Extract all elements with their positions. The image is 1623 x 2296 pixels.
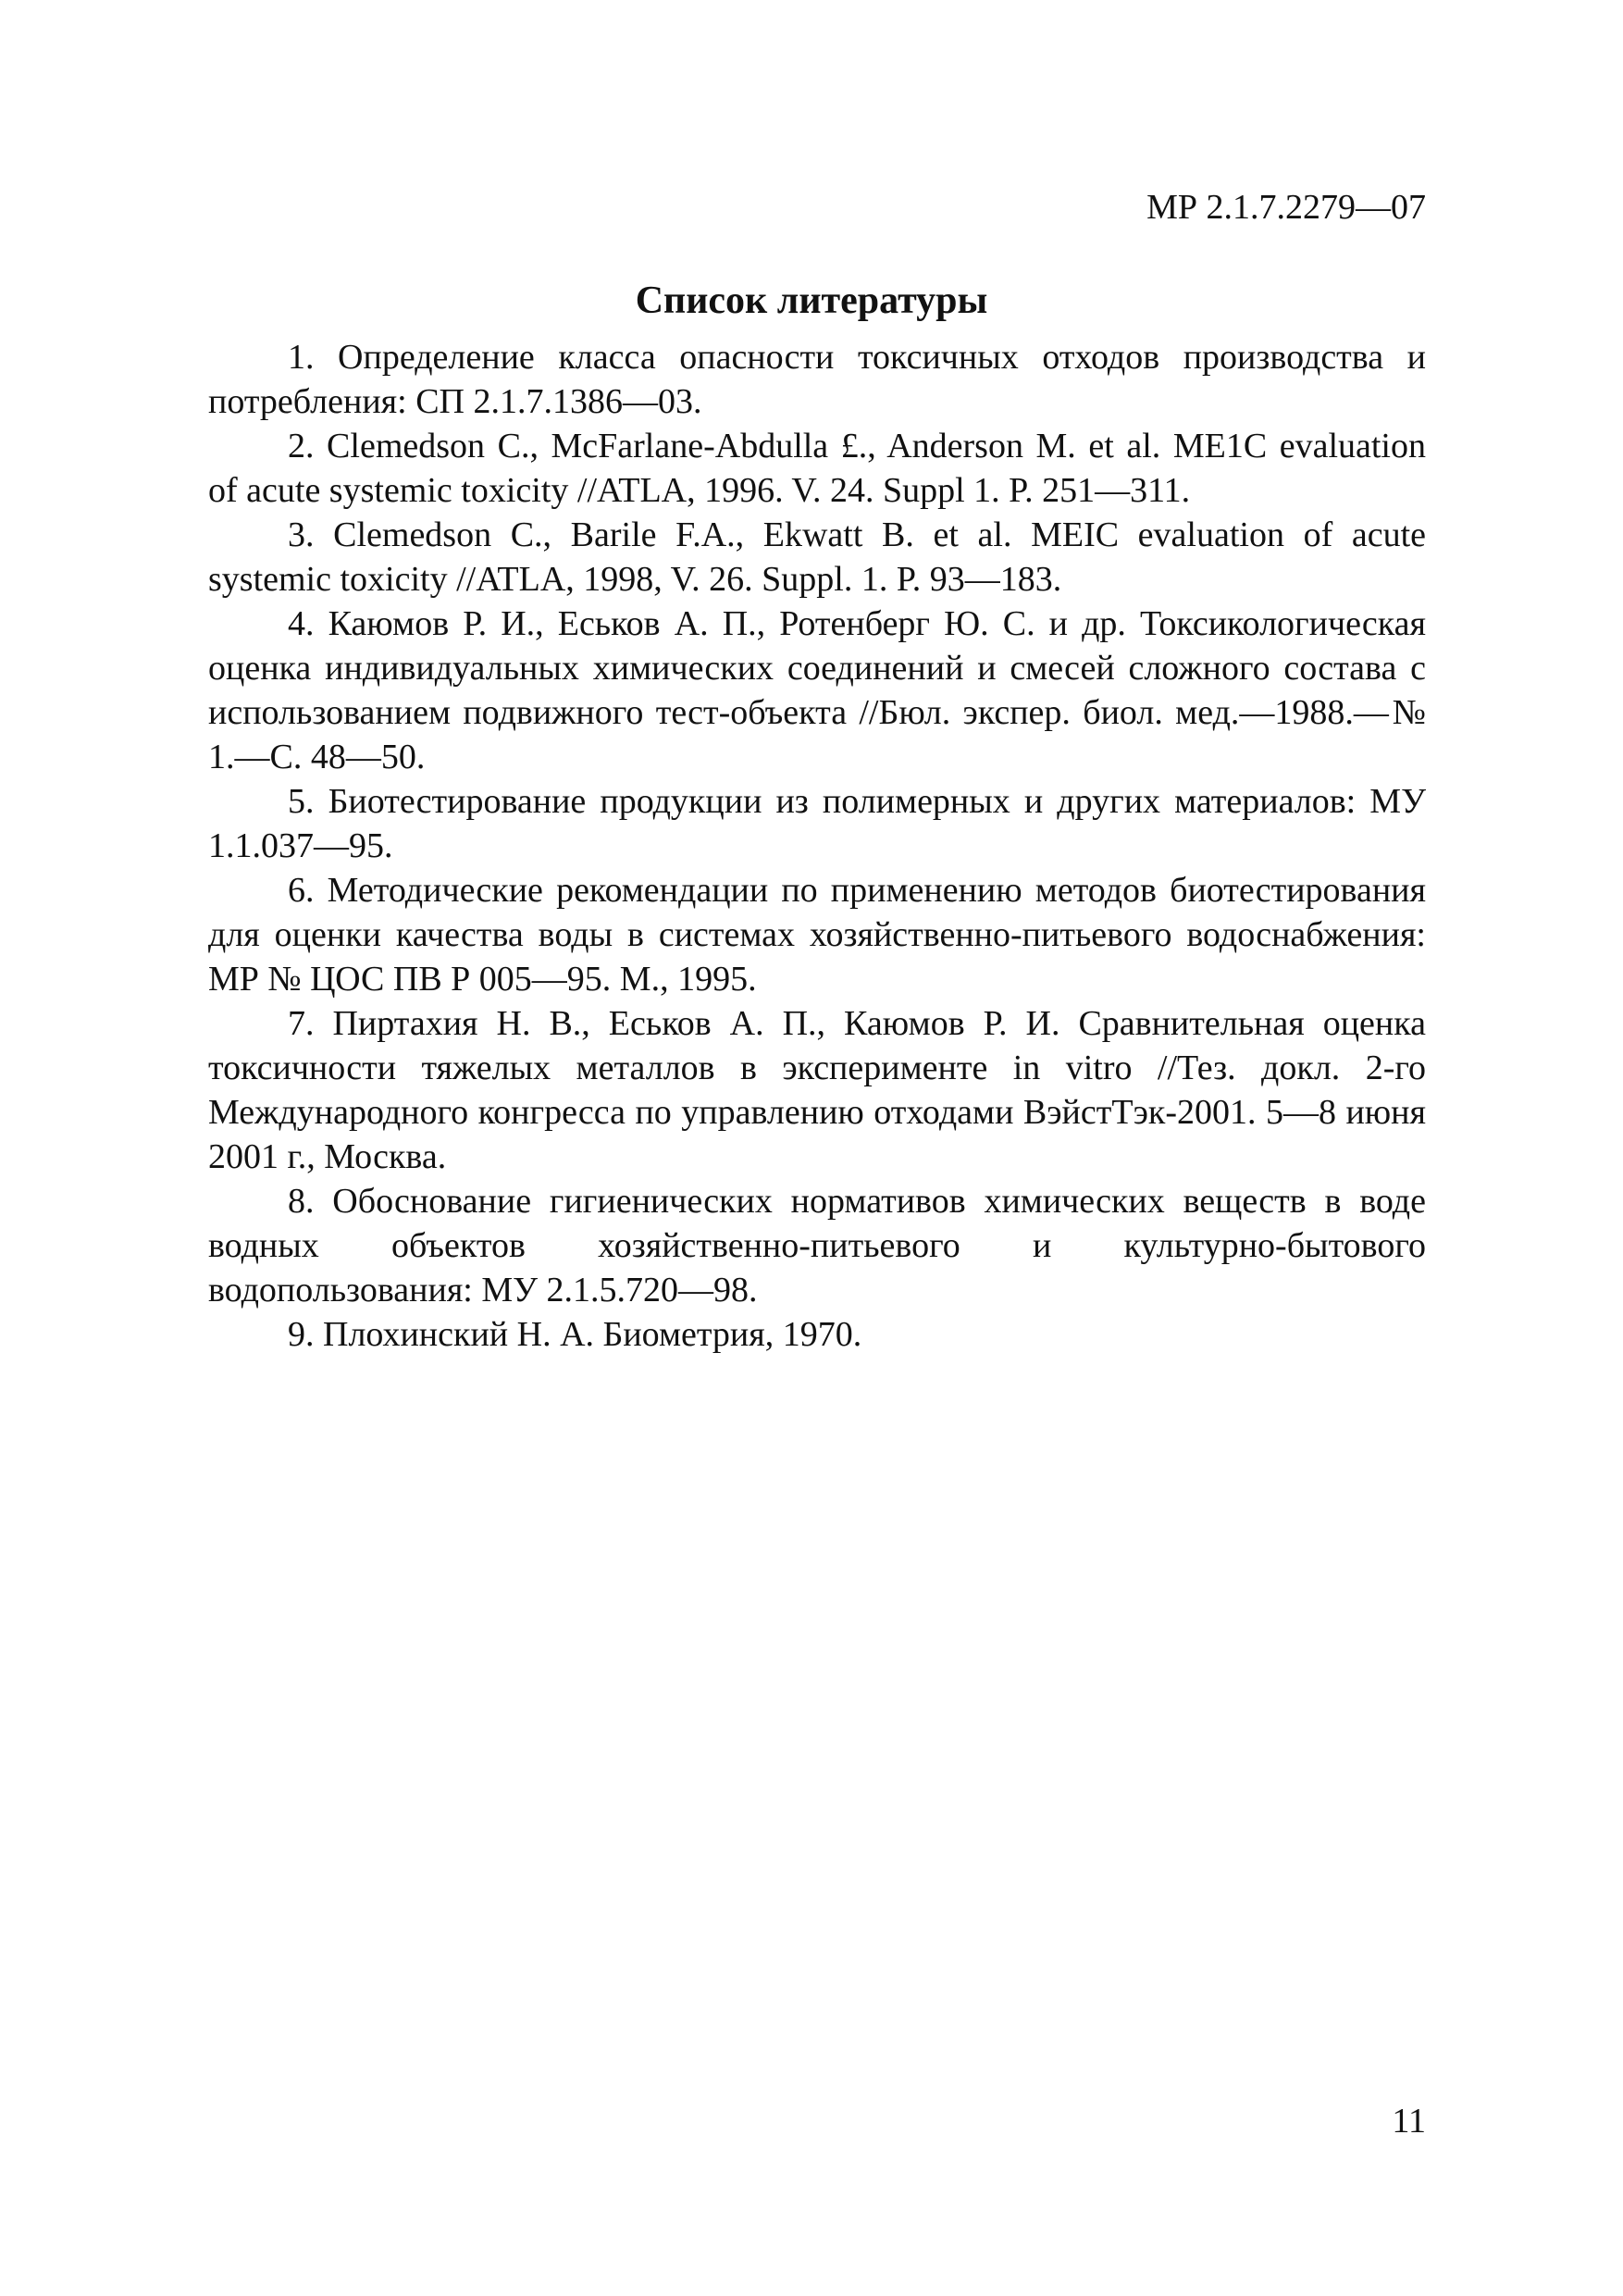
document-code: МР 2.1.7.2279—07 [1146,188,1426,227]
reference-item: 8. Обоснование гигиенических нормативов химических веществ в воде водных объектов хозяйственно-питьевого и культурно-бытового водопользования: МУ 2.1.5.720—98. [208,1182,1426,1309]
reference-item: 6. Методические рекомендации по применению методов биотестирования для оценки качества воды в системах хозяйственно-питьевого водоснабжения: МР № ЦОС ПВ Р 005—95. М., 1995. [208,871,1426,999]
reference-item: 3. Clemedson C., Barile F.A., Ekwatt B. et al. MEIC evaluation of acute systemic toxicity //ATLA, 1998, V. 26. Suppl. 1. P. 93—183. [208,515,1426,599]
reference-item: 1. Определение класса опасности токсичных отходов производства и потребления: СП 2.1.7.1386—03. [208,338,1426,421]
reference-item: 2. Clemedson С., McFarlane-Abdulla £., Anderson М. et al. МЕ1С evaluation of acute systemic toxicity //ATLA, 1996. V. 24. Suppl 1. P. 251—311. [208,427,1426,510]
reference-item: 4. Каюмов Р. И., Еськов А. П., Ротенберг Ю. С. и др. Токсикологическая оценка индивидуальных химических соединений и смесей сложного состава с использованием подвижного тест-объекта //Бюл. экспер. биол. мед.—1988.—№ 1.—С. 48—50. [208,604,1426,776]
section-title: Список литературы [635,279,988,322]
reference-item: 5. Биотестирование продукции из полимерных и других материалов: МУ 1.1.037—95. [208,782,1426,865]
reference-item: 9. Плохинский Н. А. Биометрия, 1970. [288,1315,862,1354]
page-number: 11 [1392,2102,1426,2141]
reference-list [208,335,1426,1357]
reference-item: 7. Пиртахия Н. В., Еськов А. П., Каюмов Р. И. Сравнительная оценка токсичности тяжелых металлов в эксперименте in vitro //Тез. докл. 2-го Международного конгресса по управлению отходами ВэйстТэк-2001. 5—8 июня 2001 г., Москва. [208,1004,1426,1176]
